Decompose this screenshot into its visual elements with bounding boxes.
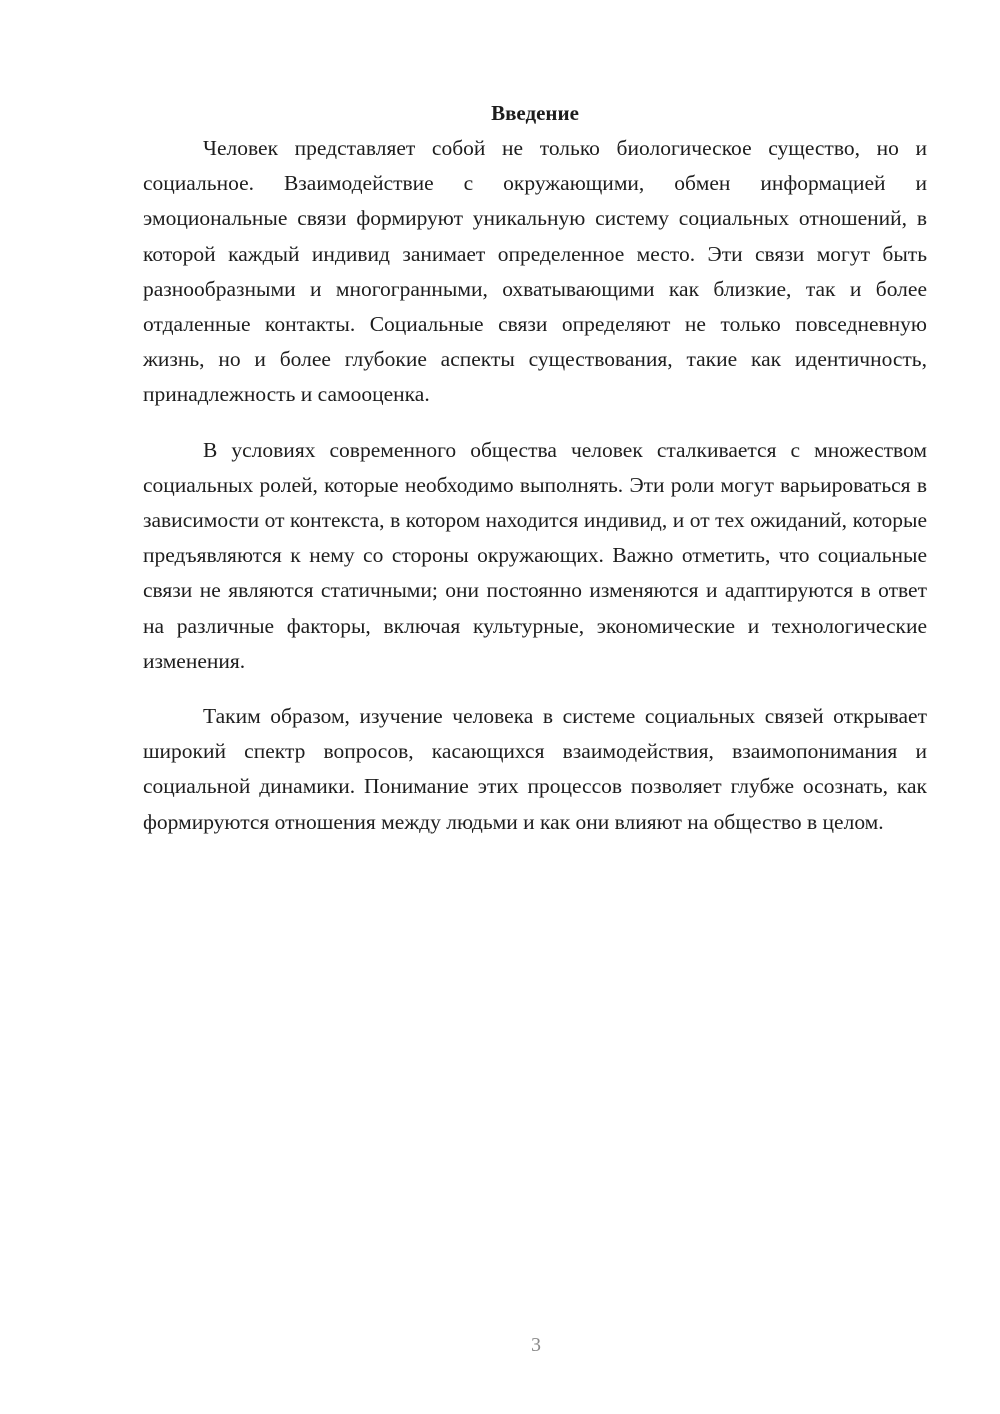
section-heading: Введение <box>491 101 579 125</box>
page-number: 3 <box>531 1334 541 1356</box>
paragraph-2: В условиях современного общества человек сталкивается с множеством социальных ролей, которые необходимо выполнять. Эти роли могут варьироваться в зависимости от контекста, в котором находится индивид, и от тех ожиданий, которые предъявляются к нему со стороны окружающих. Важно отметить, что социальные связи не являются статичными; они постоянно изменяются и адаптируются в ответ на различные факторы, включая культурные, экономические и технологические изменения. <box>143 437 927 673</box>
paragraph-1: Человек представляет собой не только биологическое существо, но и социальное. Взаимодействие с окружающими, обмен информацией и эмоциональные связи формируют уникальную систему социальных отношений, в которой каждый индивид занимает определенное место. Эти связи могут быть разнообразными и многогранными, охватывающими как близкие, так и более отдаленные контакты. Социальные связи определяют не только повседневную жизнь, но и более глубокие аспекты существования, такие как идентичность, принадлежность и самооценка. <box>143 136 927 407</box>
page-content <box>143 96 927 840</box>
paragraph-3: Таким образом, изучение человека в системе социальных связей открывает широкий спектр вопросов, касающихся взаимодействия, взаимопонимания и социальной динамики. Понимание этих процессов позволяет глубже осознать, как формируются отношения между людьми и как они влияют на общество в целом. <box>143 704 927 834</box>
